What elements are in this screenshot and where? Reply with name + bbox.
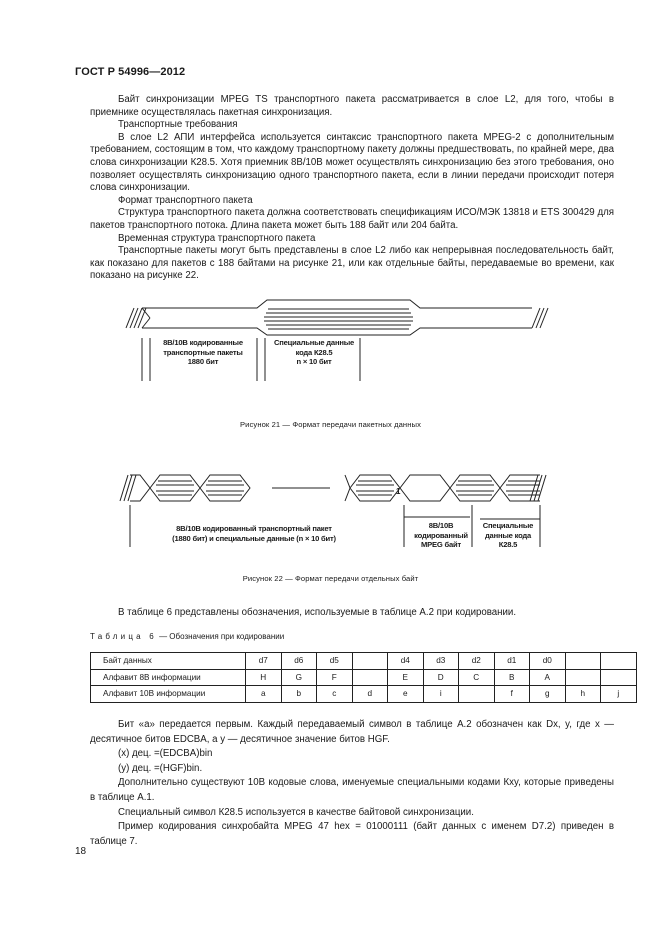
paragraph: Специальный символ К28.5 используется в качестве байтовой синхронизации. [118,806,474,818]
table-cell: d0 [530,653,566,670]
table-cell: c [317,686,353,703]
paragraph: (x) дец. =(EDCBA)bin [118,748,213,760]
table-cell: H [246,669,282,686]
figure-22-label-left: 8В/10В кодированный транспортный пакет (1880 бит) и специальные данные (n × 10 бит) [172,524,336,543]
paragraph: Формат транспортного пакета [118,194,253,206]
paragraph: Структура транспортного пакета должна соответствовать спецификациям ИСО/МЭК 13818 и ETS 300429 для пакетов транспортного потока. Длина пакета может быть 188 байт или 204 байта. [90,207,614,231]
figure-22-marker: 1 [396,487,401,496]
figure-22-caption: Рисунок 22 — Формат передачи отдельных байт [242,574,419,583]
table-cell: e [388,686,424,703]
table-title: Таблица 6 — Обозначения при кодировании [90,632,285,641]
table-row [91,686,637,703]
table-cell: g [530,686,566,703]
table-cell: j [601,686,637,703]
paragraph: Пример кодирования синхробайта MPEG 47 hex = 01000111 (байт данных с именем D7.2) приведен в таблице 7. [90,821,614,847]
table-cell: D [423,669,459,686]
table-row [91,669,637,686]
table-cell: h [565,686,601,703]
table-row [91,653,637,670]
row-label: Байт данных [91,653,246,670]
page-header: ГОСТ Р 54996—2012 [75,66,186,78]
table-cell: i [423,686,459,703]
codes-table [90,652,637,703]
lower-text [90,718,614,849]
table-cell: E [388,669,424,686]
table-cell: a [246,686,282,703]
table-cell [565,653,601,670]
table-cell: G [281,669,317,686]
paragraph: (y) дец. =(HGF)bin. [118,762,203,774]
table-cell: F [317,669,353,686]
figure-21-label-right: Специальные данные кода К28.5 n × 10 бит [273,338,355,367]
table-cell: d3 [423,653,459,670]
table-cell: f [494,686,530,703]
table-cell: d6 [281,653,317,670]
table-cell: b [281,686,317,703]
table-cell [601,669,637,686]
table-cell [352,653,388,670]
intro-text [90,94,614,283]
table-cell: B [494,669,530,686]
table-cell [459,686,495,703]
row-label: Алфавит 10В информации [91,686,246,703]
paragraph: Транспортные пакеты могут быть представлены в слое L2 либо как непрерывная последовательность байт, как показано для пакетов с 188 байтами на рисунке 21, или как отдельные байты, передаваемые во времени, как показано на рисунке 22. [90,245,614,282]
table-intro: В таблице 6 представлены обозначения, используемые в таблице А.2 при кодировании. [118,607,517,618]
paragraph: Транспортные требования [118,119,238,131]
row-label: Алфавит 8В информации [91,669,246,686]
paragraph: Бит «а» передается первым. Каждый передаваемый символ в таблице А.2 обозначен как Dx, y, где x — десятичное битов EDCBA, а y — десятичное значение битов HGF. [90,719,614,745]
table-cell: d7 [246,653,282,670]
figure-21-caption: Рисунок 21 — Формат передачи пакетных данных [240,420,421,429]
table-cell: d4 [388,653,424,670]
table-cell: d1 [494,653,530,670]
paragraph: Байт синхронизации MPEG TS транспортного пакета рассматривается в слое L2, для того, чтобы в приемнике осуществлялась пакетная синхронизация. [90,94,614,118]
table-cell [565,669,601,686]
figure-21-label-left: 8В/10В кодированные транспортные пакеты 1880 бит [163,338,243,367]
paragraph: Дополнительно существуют 10В кодовые слова, именуемые специальными кодами Кxy, которые приведены в таблице А.1. [90,777,614,803]
table-cell: d [352,686,388,703]
table-cell: C [459,669,495,686]
figure-22-label-middle: 8В/10В кодированный MPEG байт [414,521,468,550]
page-number: 18 [75,846,87,857]
table-cell [601,653,637,670]
table-cell: d2 [459,653,495,670]
table-cell: d5 [317,653,353,670]
table-cell: A [530,669,566,686]
paragraph: В слое L2 АПИ интерфейса используется синтаксис транспортного пакета MPEG-2 с дополнительным требованием, состоящим в том, что каждому транспортному пакету должны предшествовать, по крайней мере, два слова синхронизации К28.5. Хотя приемник 8В/10В может осуществлять синхронизацию без этого требования, оно позволяет осуществлять синхронизацию одного транспортного пакета, если в линии передачи происходит потеря слова синхронизации. [90,131,614,194]
paragraph: Временная структура транспортного пакета [118,232,316,244]
figure-22-label-right: Специальные данные кода К28.5 [482,521,534,550]
table-cell [352,669,388,686]
